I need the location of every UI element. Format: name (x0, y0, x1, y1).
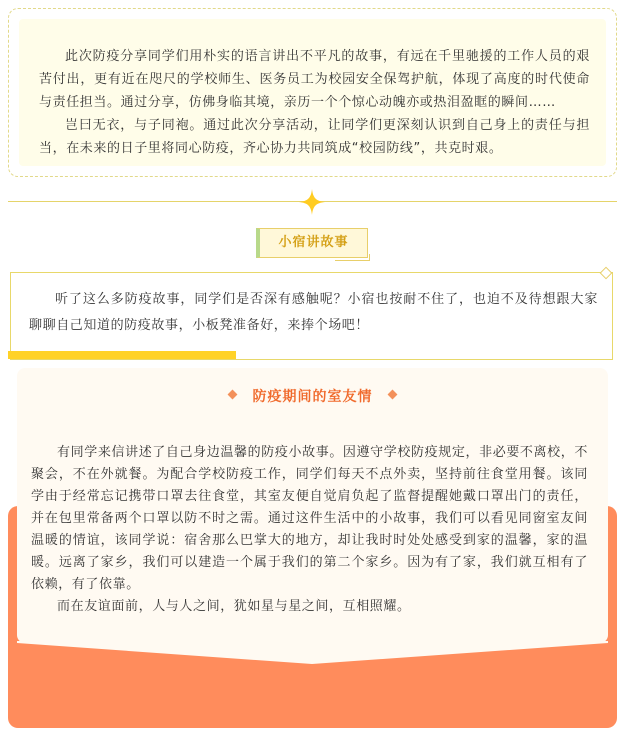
story-title: 防疫期间的室友情 (252, 389, 373, 405)
story-card-notch (17, 641, 608, 664)
intro-paragraph-2: 岂曰无衣，与子同袍。通过此次分享活动，让同学们更深刻认识到自己身上的责任与担当，在未来的日子里将同心防疫，齐心协力共同筑成“校园防线”，共克时艰。 (39, 118, 590, 156)
bubble-accent-bar (8, 351, 236, 359)
diamond-outline-icon (599, 266, 613, 280)
star-icon (298, 188, 326, 216)
section-label-text: 小宿讲故事 (278, 235, 349, 250)
story-body (31, 442, 588, 618)
intro-paragraph-1: 此次防疫分享同学们用朴实的语言讲出不平凡的故事，有远在千里驰援的工作人员的艰苦付出，更有近在咫尺的学校师生、医务员工为校园安全保驾护航，体现了高度的时代使命与责任担当。通过分享，仿佛身临其境，亲历一个个惊心动魄亦或热泪盈眶的瞬间…… (39, 49, 590, 110)
story-paragraph-2: 而在友谊面前，人与人之间，犹如星与星之间，互相照耀。 (57, 599, 411, 614)
story-paragraph-1: 有同学来信讲述了自己身边温馨的防疫小故事。因遵守学校防疫规定，非必要不离校，不聚会，不在外就餐。为配合学校防疫工作，同学们每天不点外卖，坚持前往食堂用餐。该同学由于经常忘记携带口罩去往食堂，其室友便自觉肩负起了监督提醒她戴口罩出门的责任，并在包里常备两个口罩以防不时之需。通过这件生活中的小故事，我们可以看见同窗室友间温暖的情谊，该同学说：宿舍那么巴掌大的地方，却让我时时处处感受到家的温馨，家的温暖。远离了家乡，我们可以建造一个属于我们的第二个家乡。因为有了家，我们就互相有了依赖，有了依靠。 (31, 445, 588, 592)
intro-card (8, 8, 617, 177)
intro-card-inner (19, 19, 606, 166)
label-corner-decoration (335, 254, 370, 261)
intro-bubble (10, 272, 613, 360)
story-card (17, 368, 608, 643)
bubble-text: 听了这么多防疫故事，同学们是否深有感触呢？小宿也按耐不住了，也迫不及待想跟大家聊聊自己知道的防疫故事，小板凳准备好，来捧个场吧！ (29, 292, 598, 333)
